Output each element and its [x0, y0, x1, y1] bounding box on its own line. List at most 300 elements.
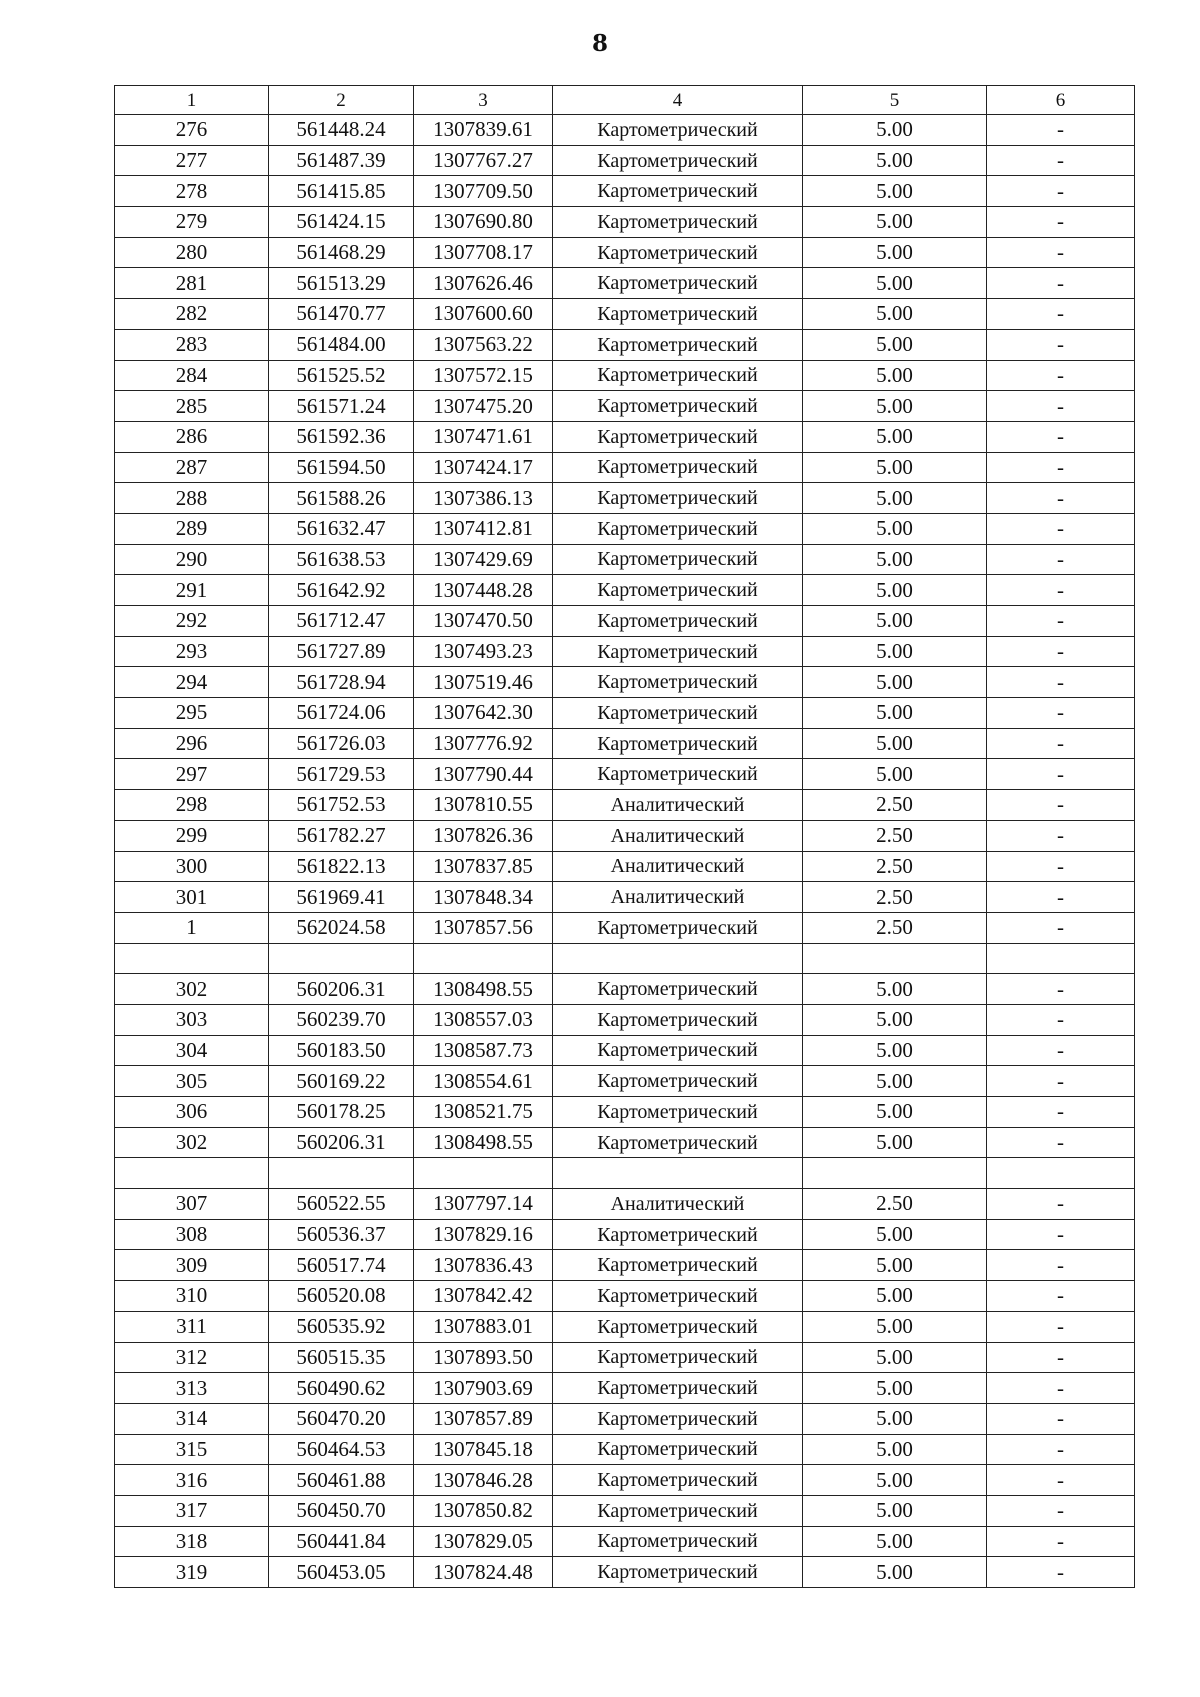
- y-coordinate-cell: 1307572.15: [414, 360, 553, 391]
- y-coordinate-cell: 1307429.69: [414, 544, 553, 575]
- point-number-cell: 302: [115, 974, 269, 1005]
- x-coordinate-cell: 561728.94: [269, 667, 414, 698]
- x-coordinate-cell: 560453.05: [269, 1557, 414, 1588]
- description-cell: -: [987, 974, 1135, 1005]
- point-number-cell: 312: [115, 1342, 269, 1373]
- y-coordinate-cell: [414, 1158, 553, 1189]
- description-cell: -: [987, 145, 1135, 176]
- method-cell: Картометрический: [553, 483, 803, 514]
- x-coordinate-cell: 561468.29: [269, 237, 414, 268]
- accuracy-cell: 5.00: [803, 1342, 987, 1373]
- table-row: [115, 636, 1135, 667]
- method-cell: Картометрический: [553, 698, 803, 729]
- description-cell: -: [987, 1035, 1135, 1066]
- y-coordinate-cell: 1307690.80: [414, 207, 553, 238]
- method-cell: Картометрический: [553, 1373, 803, 1404]
- method-cell: Картометрический: [553, 299, 803, 330]
- y-coordinate-cell: 1307519.46: [414, 667, 553, 698]
- y-coordinate-cell: 1307824.48: [414, 1557, 553, 1588]
- x-coordinate-cell: 560517.74: [269, 1250, 414, 1281]
- x-coordinate-cell: 561632.47: [269, 513, 414, 544]
- x-coordinate-cell: 562024.58: [269, 912, 414, 943]
- y-coordinate-cell: 1307829.05: [414, 1526, 553, 1557]
- y-coordinate-cell: 1308554.61: [414, 1066, 553, 1097]
- method-cell: Картометрический: [553, 667, 803, 698]
- description-cell: [987, 943, 1135, 974]
- table-row: [115, 606, 1135, 637]
- description-cell: -: [987, 1465, 1135, 1496]
- x-coordinate-cell: 561712.47: [269, 606, 414, 637]
- method-cell: Картометрический: [553, 1035, 803, 1066]
- x-coordinate-cell: 561729.53: [269, 759, 414, 790]
- table-row: [115, 544, 1135, 575]
- point-number-cell: 317: [115, 1495, 269, 1526]
- method-cell: Картометрический: [553, 329, 803, 360]
- table-row: [115, 698, 1135, 729]
- accuracy-cell: 5.00: [803, 1127, 987, 1158]
- method-cell: Картометрический: [553, 1250, 803, 1281]
- x-coordinate-cell: 560464.53: [269, 1434, 414, 1465]
- table-row: [115, 1495, 1135, 1526]
- description-cell: -: [987, 329, 1135, 360]
- method-cell: Картометрический: [553, 544, 803, 575]
- table-row: [115, 820, 1135, 851]
- description-cell: -: [987, 1311, 1135, 1342]
- x-coordinate-cell: 561638.53: [269, 544, 414, 575]
- description-cell: -: [987, 483, 1135, 514]
- accuracy-cell: 5.00: [803, 237, 987, 268]
- method-cell: Картометрический: [553, 636, 803, 667]
- y-coordinate-cell: 1307470.50: [414, 606, 553, 637]
- accuracy-cell: 5.00: [803, 513, 987, 544]
- table-row: [115, 1250, 1135, 1281]
- table-row: [115, 1373, 1135, 1404]
- accuracy-cell: 5.00: [803, 1281, 987, 1312]
- method-cell: Картометрический: [553, 1066, 803, 1097]
- point-number-cell: 303: [115, 1004, 269, 1035]
- y-coordinate-cell: 1307845.18: [414, 1434, 553, 1465]
- y-coordinate-cell: 1307810.55: [414, 790, 553, 821]
- method-cell: Картометрический: [553, 1434, 803, 1465]
- y-coordinate-cell: 1308587.73: [414, 1035, 553, 1066]
- table-row: [115, 1465, 1135, 1496]
- column-header: 6: [987, 86, 1135, 115]
- table-row: [115, 452, 1135, 483]
- accuracy-cell: 5.00: [803, 329, 987, 360]
- x-coordinate-cell: 561822.13: [269, 851, 414, 882]
- accuracy-cell: 5.00: [803, 1373, 987, 1404]
- method-cell: Картометрический: [553, 1097, 803, 1128]
- y-coordinate-cell: 1308498.55: [414, 974, 553, 1005]
- y-coordinate-cell: 1307424.17: [414, 452, 553, 483]
- table-row: [115, 1219, 1135, 1250]
- point-number-cell: 295: [115, 698, 269, 729]
- accuracy-cell: 5.00: [803, 391, 987, 422]
- description-cell: -: [987, 115, 1135, 146]
- method-cell: Картометрический: [553, 1557, 803, 1588]
- y-coordinate-cell: 1307903.69: [414, 1373, 553, 1404]
- point-number-cell: 281: [115, 268, 269, 299]
- accuracy-cell: 5.00: [803, 698, 987, 729]
- table-row: [115, 667, 1135, 698]
- table-row: [115, 1127, 1135, 1158]
- point-number-cell: 297: [115, 759, 269, 790]
- x-coordinate-cell: 560520.08: [269, 1281, 414, 1312]
- table-row: [115, 237, 1135, 268]
- accuracy-cell: 5.00: [803, 636, 987, 667]
- page-number: 8: [591, 30, 608, 57]
- y-coordinate-cell: 1307563.22: [414, 329, 553, 360]
- coordinates-table: [114, 85, 1135, 1588]
- column-header: 4: [553, 86, 803, 115]
- accuracy-cell: 5.00: [803, 1097, 987, 1128]
- accuracy-cell: 5.00: [803, 452, 987, 483]
- x-coordinate-cell: 561588.26: [269, 483, 414, 514]
- method-cell: [553, 943, 803, 974]
- x-coordinate-cell: 561571.24: [269, 391, 414, 422]
- accuracy-cell: 5.00: [803, 606, 987, 637]
- method-cell: Картометрический: [553, 145, 803, 176]
- x-coordinate-cell: 560536.37: [269, 1219, 414, 1250]
- table-row: [115, 943, 1135, 974]
- y-coordinate-cell: 1307475.20: [414, 391, 553, 422]
- y-coordinate-cell: 1307883.01: [414, 1311, 553, 1342]
- method-cell: Картометрический: [553, 575, 803, 606]
- y-coordinate-cell: 1307386.13: [414, 483, 553, 514]
- method-cell: Аналитический: [553, 882, 803, 913]
- description-cell: -: [987, 1127, 1135, 1158]
- point-number-cell: 314: [115, 1403, 269, 1434]
- table-row: [115, 974, 1135, 1005]
- x-coordinate-cell: 560169.22: [269, 1066, 414, 1097]
- table-row: [115, 145, 1135, 176]
- x-coordinate-cell: [269, 943, 414, 974]
- method-cell: Картометрический: [553, 606, 803, 637]
- description-cell: -: [987, 636, 1135, 667]
- description-cell: -: [987, 606, 1135, 637]
- x-coordinate-cell: 561470.77: [269, 299, 414, 330]
- point-number-cell: 294: [115, 667, 269, 698]
- y-coordinate-cell: 1308498.55: [414, 1127, 553, 1158]
- accuracy-cell: [803, 1158, 987, 1189]
- accuracy-cell: 5.00: [803, 483, 987, 514]
- accuracy-cell: 5.00: [803, 115, 987, 146]
- point-number-cell: 300: [115, 851, 269, 882]
- accuracy-cell: 5.00: [803, 1250, 987, 1281]
- method-cell: Картометрический: [553, 1403, 803, 1434]
- x-coordinate-cell: [269, 1158, 414, 1189]
- description-cell: -: [987, 1342, 1135, 1373]
- x-coordinate-cell: 560522.55: [269, 1189, 414, 1220]
- point-number-cell: 282: [115, 299, 269, 330]
- accuracy-cell: [803, 943, 987, 974]
- description-cell: -: [987, 575, 1135, 606]
- table-row: [115, 912, 1135, 943]
- point-number-cell: 305: [115, 1066, 269, 1097]
- y-coordinate-cell: 1307493.23: [414, 636, 553, 667]
- table-row: [115, 882, 1135, 913]
- table-row: [115, 1403, 1135, 1434]
- description-cell: -: [987, 421, 1135, 452]
- accuracy-cell: 5.00: [803, 1004, 987, 1035]
- table-header-row: [115, 86, 1135, 115]
- accuracy-cell: 5.00: [803, 759, 987, 790]
- y-coordinate-cell: 1307857.56: [414, 912, 553, 943]
- accuracy-cell: 2.50: [803, 790, 987, 821]
- point-number-cell: 290: [115, 544, 269, 575]
- y-coordinate-cell: 1307600.60: [414, 299, 553, 330]
- table-row: [115, 176, 1135, 207]
- x-coordinate-cell: 561594.50: [269, 452, 414, 483]
- description-cell: -: [987, 1526, 1135, 1557]
- method-cell: Картометрический: [553, 360, 803, 391]
- method-cell: Картометрический: [553, 1342, 803, 1373]
- x-coordinate-cell: 560515.35: [269, 1342, 414, 1373]
- accuracy-cell: 2.50: [803, 882, 987, 913]
- description-cell: -: [987, 391, 1135, 422]
- accuracy-cell: 5.00: [803, 299, 987, 330]
- x-coordinate-cell: 560239.70: [269, 1004, 414, 1035]
- table-row: [115, 1557, 1135, 1588]
- x-coordinate-cell: 560206.31: [269, 1127, 414, 1158]
- point-number-cell: 287: [115, 452, 269, 483]
- method-cell: Картометрический: [553, 421, 803, 452]
- y-coordinate-cell: 1307839.61: [414, 115, 553, 146]
- y-coordinate-cell: 1307448.28: [414, 575, 553, 606]
- description-cell: -: [987, 790, 1135, 821]
- method-cell: Аналитический: [553, 790, 803, 821]
- method-cell: Аналитический: [553, 1189, 803, 1220]
- x-coordinate-cell: 561525.52: [269, 360, 414, 391]
- x-coordinate-cell: 560178.25: [269, 1097, 414, 1128]
- description-cell: -: [987, 759, 1135, 790]
- method-cell: Картометрический: [553, 1526, 803, 1557]
- accuracy-cell: 2.50: [803, 1189, 987, 1220]
- method-cell: Картометрический: [553, 728, 803, 759]
- accuracy-cell: 5.00: [803, 728, 987, 759]
- description-cell: -: [987, 207, 1135, 238]
- x-coordinate-cell: 561752.53: [269, 790, 414, 821]
- point-number-cell: 311: [115, 1311, 269, 1342]
- x-coordinate-cell: 561727.89: [269, 636, 414, 667]
- y-coordinate-cell: 1307846.28: [414, 1465, 553, 1496]
- method-cell: Картометрический: [553, 115, 803, 146]
- table-row: [115, 513, 1135, 544]
- y-coordinate-cell: 1307626.46: [414, 268, 553, 299]
- x-coordinate-cell: 561484.00: [269, 329, 414, 360]
- method-cell: Аналитический: [553, 851, 803, 882]
- point-number-cell: 1: [115, 912, 269, 943]
- column-header: 5: [803, 86, 987, 115]
- point-number-cell: 296: [115, 728, 269, 759]
- point-number-cell: 286: [115, 421, 269, 452]
- method-cell: Картометрический: [553, 452, 803, 483]
- point-number-cell: 284: [115, 360, 269, 391]
- description-cell: -: [987, 820, 1135, 851]
- point-number-cell: 318: [115, 1526, 269, 1557]
- method-cell: Картометрический: [553, 1127, 803, 1158]
- column-header: 2: [269, 86, 414, 115]
- description-cell: -: [987, 1495, 1135, 1526]
- method-cell: Картометрический: [553, 759, 803, 790]
- method-cell: Картометрический: [553, 268, 803, 299]
- point-number-cell: 304: [115, 1035, 269, 1066]
- point-number-cell: 313: [115, 1373, 269, 1404]
- point-number-cell: 298: [115, 790, 269, 821]
- table-row: [115, 391, 1135, 422]
- table-row: [115, 1526, 1135, 1557]
- x-coordinate-cell: 560470.20: [269, 1403, 414, 1434]
- description-cell: -: [987, 1097, 1135, 1128]
- table-row: [115, 1311, 1135, 1342]
- x-coordinate-cell: 560461.88: [269, 1465, 414, 1496]
- accuracy-cell: 2.50: [803, 820, 987, 851]
- point-number-cell: 279: [115, 207, 269, 238]
- y-coordinate-cell: [414, 943, 553, 974]
- table-body: [115, 115, 1135, 1588]
- x-coordinate-cell: 561513.29: [269, 268, 414, 299]
- point-number-cell: 292: [115, 606, 269, 637]
- table-row: [115, 759, 1135, 790]
- y-coordinate-cell: 1307708.17: [414, 237, 553, 268]
- accuracy-cell: 5.00: [803, 1066, 987, 1097]
- point-number-cell: 309: [115, 1250, 269, 1281]
- y-coordinate-cell: 1307790.44: [414, 759, 553, 790]
- description-cell: -: [987, 1281, 1135, 1312]
- y-coordinate-cell: 1307642.30: [414, 698, 553, 729]
- table-row: [115, 421, 1135, 452]
- description-cell: -: [987, 1189, 1135, 1220]
- accuracy-cell: 5.00: [803, 1557, 987, 1588]
- point-number-cell: 277: [115, 145, 269, 176]
- x-coordinate-cell: 560490.62: [269, 1373, 414, 1404]
- y-coordinate-cell: 1307836.43: [414, 1250, 553, 1281]
- method-cell: Картометрический: [553, 912, 803, 943]
- description-cell: -: [987, 513, 1135, 544]
- point-number-cell: 289: [115, 513, 269, 544]
- x-coordinate-cell: 561424.15: [269, 207, 414, 238]
- accuracy-cell: 5.00: [803, 544, 987, 575]
- x-coordinate-cell: 560206.31: [269, 974, 414, 1005]
- description-cell: -: [987, 851, 1135, 882]
- y-coordinate-cell: 1307837.85: [414, 851, 553, 882]
- description-cell: -: [987, 1004, 1135, 1035]
- description-cell: -: [987, 1373, 1135, 1404]
- method-cell: Картометрический: [553, 207, 803, 238]
- accuracy-cell: 5.00: [803, 1035, 987, 1066]
- description-cell: -: [987, 728, 1135, 759]
- description-cell: -: [987, 1066, 1135, 1097]
- method-cell: [553, 1158, 803, 1189]
- accuracy-cell: 5.00: [803, 176, 987, 207]
- description-cell: -: [987, 452, 1135, 483]
- point-number-cell: 310: [115, 1281, 269, 1312]
- y-coordinate-cell: 1307412.81: [414, 513, 553, 544]
- table-row: [115, 1066, 1135, 1097]
- table-row: [115, 483, 1135, 514]
- x-coordinate-cell: 560450.70: [269, 1495, 414, 1526]
- method-cell: Картометрический: [553, 1495, 803, 1526]
- description-cell: -: [987, 268, 1135, 299]
- description-cell: -: [987, 237, 1135, 268]
- accuracy-cell: 5.00: [803, 1219, 987, 1250]
- table-row: [115, 851, 1135, 882]
- y-coordinate-cell: 1307857.89: [414, 1403, 553, 1434]
- accuracy-cell: 2.50: [803, 912, 987, 943]
- description-cell: -: [987, 176, 1135, 207]
- point-number-cell: 299: [115, 820, 269, 851]
- accuracy-cell: 5.00: [803, 207, 987, 238]
- description-cell: -: [987, 698, 1135, 729]
- accuracy-cell: 5.00: [803, 1311, 987, 1342]
- point-number-cell: [115, 943, 269, 974]
- table-row: [115, 1434, 1135, 1465]
- x-coordinate-cell: 561642.92: [269, 575, 414, 606]
- accuracy-cell: 5.00: [803, 1526, 987, 1557]
- description-cell: -: [987, 544, 1135, 575]
- point-number-cell: 315: [115, 1434, 269, 1465]
- accuracy-cell: 5.00: [803, 1403, 987, 1434]
- point-number-cell: 319: [115, 1557, 269, 1588]
- table-row: [115, 207, 1135, 238]
- point-number-cell: 280: [115, 237, 269, 268]
- description-cell: -: [987, 1250, 1135, 1281]
- table-row: [115, 790, 1135, 821]
- table-row: [115, 1189, 1135, 1220]
- accuracy-cell: 5.00: [803, 1495, 987, 1526]
- table-row: [115, 1097, 1135, 1128]
- description-cell: -: [987, 1557, 1135, 1588]
- accuracy-cell: 5.00: [803, 145, 987, 176]
- y-coordinate-cell: 1307893.50: [414, 1342, 553, 1373]
- x-coordinate-cell: 561592.36: [269, 421, 414, 452]
- y-coordinate-cell: 1307826.36: [414, 820, 553, 851]
- description-cell: -: [987, 667, 1135, 698]
- y-coordinate-cell: 1307776.92: [414, 728, 553, 759]
- point-number-cell: 283: [115, 329, 269, 360]
- table-row: [115, 728, 1135, 759]
- accuracy-cell: 5.00: [803, 575, 987, 606]
- table-row: [115, 360, 1135, 391]
- x-coordinate-cell: 561487.39: [269, 145, 414, 176]
- point-number-cell: 306: [115, 1097, 269, 1128]
- point-number-cell: 308: [115, 1219, 269, 1250]
- accuracy-cell: 5.00: [803, 667, 987, 698]
- x-coordinate-cell: 561969.41: [269, 882, 414, 913]
- method-cell: Картометрический: [553, 1219, 803, 1250]
- point-number-cell: 288: [115, 483, 269, 514]
- y-coordinate-cell: 1307471.61: [414, 421, 553, 452]
- description-cell: -: [987, 360, 1135, 391]
- y-coordinate-cell: 1307767.27: [414, 145, 553, 176]
- table-row: [115, 115, 1135, 146]
- x-coordinate-cell: 561415.85: [269, 176, 414, 207]
- x-coordinate-cell: 561782.27: [269, 820, 414, 851]
- method-cell: Аналитический: [553, 820, 803, 851]
- point-number-cell: 316: [115, 1465, 269, 1496]
- description-cell: -: [987, 1403, 1135, 1434]
- method-cell: Картометрический: [553, 1465, 803, 1496]
- y-coordinate-cell: 1307797.14: [414, 1189, 553, 1220]
- x-coordinate-cell: 561724.06: [269, 698, 414, 729]
- description-cell: -: [987, 1219, 1135, 1250]
- column-header: 3: [414, 86, 553, 115]
- method-cell: Картометрический: [553, 974, 803, 1005]
- description-cell: -: [987, 912, 1135, 943]
- description-cell: -: [987, 882, 1135, 913]
- table-row: [115, 1004, 1135, 1035]
- point-number-cell: 307: [115, 1189, 269, 1220]
